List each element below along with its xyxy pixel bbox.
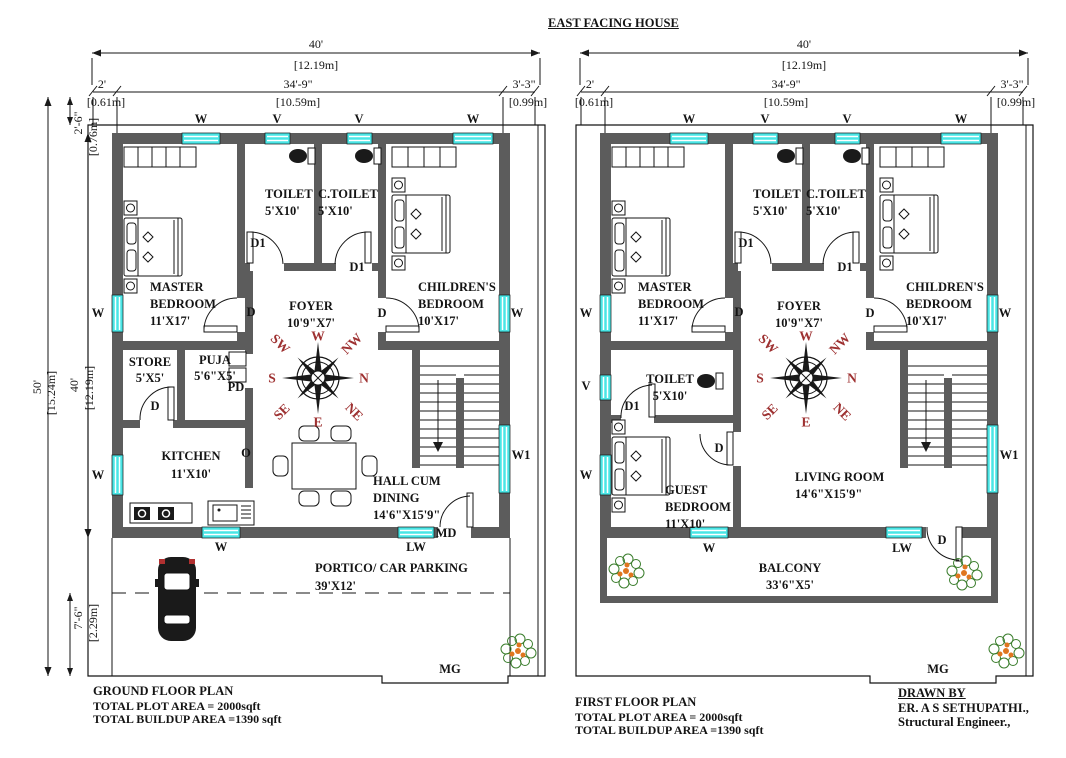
ff-vent-tag: V: [581, 378, 591, 393]
ff-toilet-label: TOILET: [753, 187, 801, 201]
gf-portico-size: 39'X12': [315, 579, 356, 593]
gf-dim-building-m: [12.19m]: [82, 365, 96, 411]
ff-living-size: 14'6"X15'9": [795, 487, 863, 501]
gf-children-bedroom-label: BEDROOM: [418, 297, 484, 311]
gf-door-tag: D: [150, 398, 160, 413]
first-floor-drawing: [518, 35, 1066, 735]
gf-children-bedroom-size: 10'X17': [418, 314, 459, 328]
ff-window-tag: W: [682, 111, 696, 126]
ff-dim-overall-ft: 40': [796, 37, 812, 51]
gf-hall-label: HALL CUM: [373, 474, 441, 488]
ff-door1-tag: D1: [738, 235, 754, 250]
gf-dim-seg3-ft: 3'-3": [512, 77, 536, 91]
ff-compass-s: S: [756, 370, 764, 386]
gf-compass-n: N: [359, 370, 369, 386]
ff-left-vent-window: [600, 375, 611, 400]
drawn-by-title: DRAWN BY: [898, 686, 966, 700]
gf-kitchen-size: 11'X10': [170, 466, 212, 481]
gf-window-tag: W: [91, 467, 105, 482]
gf-hall-size: 14'6"X15'9": [373, 508, 441, 522]
ff-door1-tag: D1: [837, 259, 853, 274]
ff-guest-bedroom-label: GUEST: [665, 483, 708, 497]
gf-master-bedroom-label: BEDROOM: [150, 297, 216, 311]
main-door: [440, 493, 473, 527]
gf-dim-setback-m: [0.76m]: [86, 117, 100, 157]
gf-children-bedroom-label: CHILDREN'S: [418, 280, 496, 294]
gf-ctoilet-size: 5'X10': [318, 204, 353, 218]
ff-dim-seg2-m: [10.59m]: [763, 95, 809, 109]
gf-dim-portico-ft: 7'-6": [71, 606, 85, 630]
gf-dim-setback-ft: 2'-6": [71, 111, 85, 135]
ff-master-bedroom-label: MASTER: [638, 280, 692, 294]
ff-window1-tag: W1: [999, 447, 1019, 462]
gf-dim-portico-m: [2.29m]: [86, 603, 100, 643]
gf-main-gate-tag: MG: [439, 661, 461, 676]
ff-compass-ne: NE: [830, 399, 855, 424]
ff-children-bedroom-label: CHILDREN'S: [906, 280, 984, 294]
gf-footer-title: GROUND FLOOR PLAN: [93, 684, 234, 698]
gf-dim-building-ft: 40': [67, 377, 81, 393]
gf-compass-nw: NW: [338, 330, 366, 358]
gf-door1-tag: D1: [250, 235, 266, 250]
gf-window-tag: W: [194, 111, 208, 126]
drawn-by-name: ER. A S SETHUPATHI.,: [898, 701, 1029, 715]
ff-toilet2-label: TOILET: [646, 371, 694, 386]
gf-compass-w: W: [311, 328, 325, 344]
gf-window-tag: W: [214, 539, 228, 554]
gf-toilet-size: 5'X10': [265, 204, 300, 218]
gf-foyer-label: FOYER: [289, 298, 333, 313]
ff-door-tag: D: [714, 440, 724, 455]
ff-children-bedroom-label: BEDROOM: [906, 297, 972, 311]
gf-master-bedroom-label: MASTER: [150, 280, 204, 294]
kitchen-counter: [130, 501, 254, 525]
ff-footer-buildup-area: TOTAL BUILDUP AREA =1390 sqft: [575, 723, 764, 737]
ff-compass-e: E: [801, 414, 811, 430]
ff-toilet2-size: 5'X10': [652, 388, 688, 403]
ground-floor-panel: [30, 35, 566, 735]
gf-footer-buildup-area: TOTAL BUILDUP AREA =1390 sqft: [93, 712, 282, 726]
gf-window-tag: W: [466, 111, 480, 126]
ff-dim-seg2-ft: 34'-9": [771, 77, 801, 91]
gf-compass-s: S: [268, 370, 276, 386]
gf-dim-overall-m: [12.19m]: [293, 58, 339, 72]
gf-dim-seg3-m: [0.99m]: [508, 95, 548, 109]
gf-dim-seg1-ft: 2': [97, 77, 107, 91]
gf-compass-sw: SW: [267, 330, 294, 357]
gf-store-label: STORE: [128, 354, 172, 369]
ff-dim-seg3-ft: 3'-3": [1000, 77, 1024, 91]
gf-window-tag: W: [510, 305, 524, 320]
dining-table: [273, 426, 377, 506]
ff-foyer-label: FOYER: [777, 298, 821, 313]
ff-main-gate-tag: MG: [927, 661, 949, 676]
gf-puja-door-tag: PD: [227, 379, 245, 394]
gf-dim-seg1-m: [0.61m]: [86, 95, 126, 109]
gf-vent-tag: V: [354, 111, 364, 126]
ff-balcony-size: 33'6"X5': [766, 577, 814, 592]
ff-long-window-tag: LW: [892, 540, 912, 555]
gf-window1-tag: W1: [511, 447, 531, 462]
gf-compass-se: SE: [270, 400, 293, 423]
ff-dim-seg1-m: [0.61m]: [574, 95, 614, 109]
ff-compass-sw: SW: [755, 330, 782, 357]
gf-door-tag: D: [377, 305, 387, 320]
gf-puja-size: 5'6"X5': [194, 368, 236, 383]
ff-door-tag: D: [734, 304, 744, 319]
ff-compass-n: N: [847, 370, 857, 386]
ff-dim-overall-m: [12.19m]: [781, 58, 827, 72]
first-floor-panel: [518, 35, 1066, 735]
ff-master-bedroom-size: 11'X17': [638, 314, 679, 328]
gf-door-tag: D: [246, 304, 256, 319]
ff-guest-bedroom-label: BEDROOM: [665, 500, 731, 514]
ff-footer-title: FIRST FLOOR PLAN: [575, 695, 697, 709]
gf-ctoilet-label: C.TOILET: [318, 187, 378, 201]
ff-window-tag: W: [702, 540, 716, 555]
ff-guest-bedroom-size: 11'X10': [665, 517, 706, 531]
gf-footer-plot-area: TOTAL PLOT AREA = 2000sqft: [93, 699, 261, 713]
gf-long-window-tag: LW: [406, 539, 426, 554]
ff-living-label: LIVING ROOM: [795, 470, 885, 484]
ff-footer-plot-area: TOTAL PLOT AREA = 2000sqft: [575, 710, 743, 724]
ff-window-tag: W: [579, 467, 593, 482]
ff-vent-tag: V: [760, 111, 770, 126]
gf-door1-tag: D1: [349, 259, 365, 274]
gf-compass-ne: NE: [342, 399, 367, 424]
gf-master-bedroom-size: 11'X17': [150, 314, 191, 328]
ff-compass-nw: NW: [826, 330, 854, 358]
gf-hall-label: DINING: [373, 491, 420, 505]
ground-floor-drawing: [30, 35, 566, 735]
ff-ctoilet-size: 5'X10': [806, 204, 841, 218]
ff-balcony-label: BALCONY: [758, 560, 822, 575]
ff-master-bedroom-label: BEDROOM: [638, 297, 704, 311]
gf-dim-plot-ft: 50': [30, 379, 44, 395]
ff-door-tag: D: [937, 532, 947, 547]
ff-dim-seg1-ft: 2': [585, 77, 595, 91]
drawn-by-role: Structural Engineer.,: [898, 715, 1011, 729]
ff-window-tag: W: [579, 305, 593, 320]
sheet-title: EAST FACING HOUSE: [548, 16, 679, 30]
ff-compass-w: W: [799, 328, 813, 344]
gf-opening-tag: O: [241, 445, 251, 460]
gf-dim-seg2-m: [10.59m]: [275, 95, 321, 109]
ff-window-tag: W: [998, 305, 1012, 320]
gf-puja-label: PUJA: [199, 352, 231, 367]
ff-ctoilet-label: C.TOILET: [806, 187, 866, 201]
gf-store-size: 5'X5': [135, 370, 165, 385]
gf-dim-plot-m: [15.24m]: [44, 370, 58, 416]
gf-vent-tag: V: [272, 111, 282, 126]
ff-compass-se: SE: [758, 400, 781, 423]
gf-dim-seg2-ft: 34'-9": [283, 77, 313, 91]
gf-foyer-size: 10'9"X7': [287, 315, 335, 330]
ff-window-tag: W: [954, 111, 968, 126]
ff-toilet-size: 5'X10': [753, 204, 788, 218]
ff-door1-tag: D1: [624, 398, 640, 413]
ff-vent-tag: V: [842, 111, 852, 126]
gf-dim-overall-ft: 40': [308, 37, 324, 51]
gf-window-tag: W: [91, 305, 105, 320]
ff-foyer-size: 10'9"X7': [775, 315, 823, 330]
gf-kitchen-label: KITCHEN: [161, 448, 221, 463]
ff-door-tag: D: [865, 305, 875, 320]
gf-portico-label: PORTICO/ CAR PARKING: [315, 561, 468, 575]
gf-main-door-tag: MD: [435, 525, 457, 540]
ff-children-bedroom-size: 10'X17': [906, 314, 947, 328]
gf-compass-e: E: [313, 414, 323, 430]
car-symbol: [155, 557, 199, 641]
ff-dim-seg3-m: [0.99m]: [996, 95, 1036, 109]
gf-toilet-label: TOILET: [265, 187, 313, 201]
